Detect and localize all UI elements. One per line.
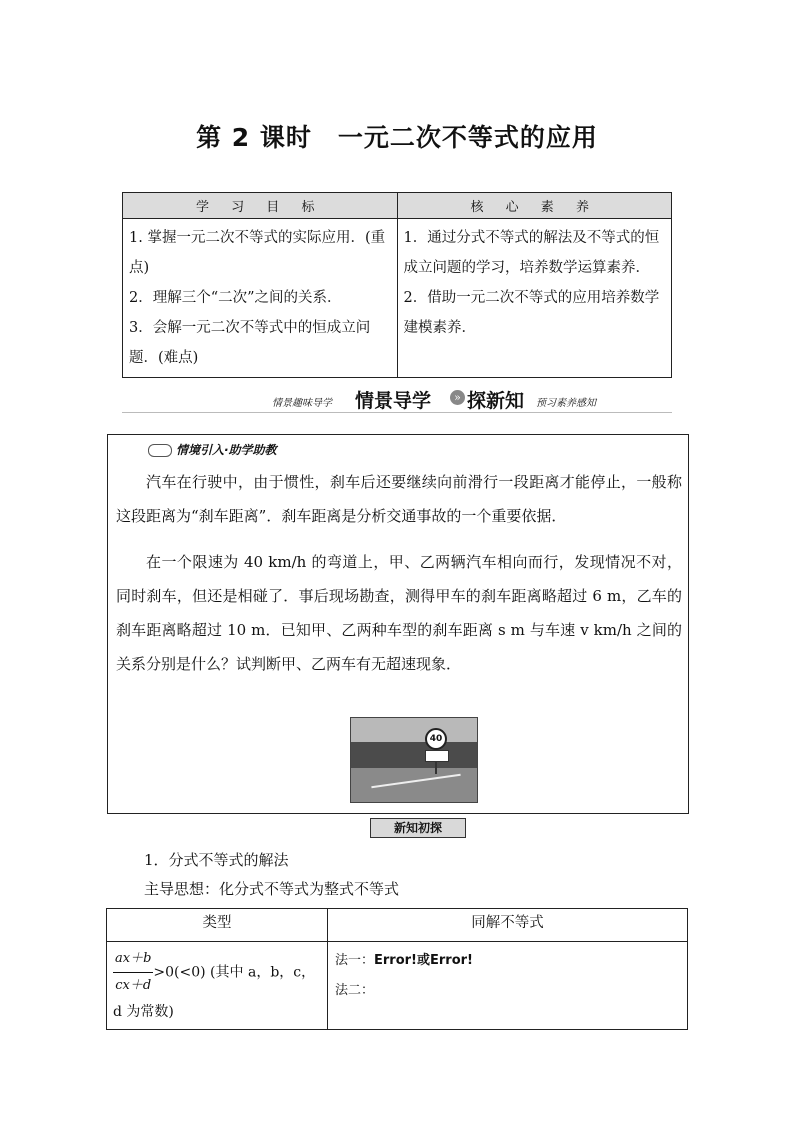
- sign-plate: [425, 750, 449, 762]
- banner-small-right: 预习素养感知: [536, 398, 596, 409]
- method-1-label: 法一：: [335, 953, 375, 968]
- scenario-paragraph-2: 在一个限速为 40 km/h 的弯道上，甲、乙两辆汽车相向而行，发现情况不对，同时刹车，但还是相碰了．事后现场勘查，测得甲车的刹车距离略超过 6 m，乙车的刹车距离略超过 10 m．已知甲、乙两种车型的刹车距离 s m 与车速 v km/h 之间的关系分别是什么？试判断甲、乙两车有无超速现象．: [116, 553, 682, 673]
- section-heading: 1．分式不等式的解法: [144, 851, 289, 869]
- objectives-header: 学 习 目 标: [123, 193, 398, 219]
- banner-big-right: 探新知: [467, 390, 525, 412]
- scenario-label: [148, 441, 277, 458]
- scenario-paragraph-1: 汽车在行驶中，由于惯性，刹车后还要继续向前滑行一段距离才能停止，一般称这段距离为“刹车距离”．刹车距离是分析交通事故的一个重要依据．: [116, 473, 682, 525]
- method-2-label: 法二：: [335, 983, 375, 998]
- equivalent-cell: [328, 942, 688, 1030]
- method-1-value: Error!或Error!: [374, 953, 473, 968]
- inequality-table: [106, 908, 688, 1030]
- objective-item: 2．理解三个“二次”之间的关系．: [129, 290, 342, 306]
- scenario-label-text: 情境引入·助学助教: [176, 443, 277, 457]
- literacy-item: 2．借助一元二次不等式的应用培养数学建模素养．: [403, 290, 660, 336]
- objectives-cell: [123, 219, 398, 378]
- fraction-denominator: cx＋d: [115, 978, 152, 993]
- fraction: [113, 946, 153, 999]
- objective-item: 1. 掌握一元二次不等式的实际应用．(重点): [129, 230, 386, 276]
- objective-item: 3．会解一元二次不等式中的恒成立问题．(难点): [129, 320, 371, 366]
- photo-hill: [351, 742, 477, 770]
- arrow-icon: »: [450, 390, 465, 405]
- section-idea: 主导思想：化分式不等式为整式不等式: [144, 880, 400, 898]
- scenario-box: [107, 434, 689, 814]
- type-description: >0(<0) (其中 a，b，c，d 为常数): [113, 964, 316, 1020]
- type-cell: [107, 942, 328, 1030]
- speed-limit-sign: 40: [425, 728, 447, 750]
- type-header: 类型: [107, 909, 328, 942]
- method-2: [329, 976, 686, 1006]
- section-banner: [122, 386, 672, 413]
- page-title: 第 2 课时 一元二次不等式的应用: [196, 123, 598, 152]
- banner-small-left: 情景趣味导学: [272, 398, 332, 409]
- core-literacy-header: 核 心 素 养: [397, 193, 672, 219]
- road-photo: [350, 717, 478, 803]
- core-literacy-cell: [397, 219, 672, 378]
- banner-big-left: 情景导学: [355, 390, 432, 412]
- literacy-item: 1．通过分式不等式的解法及不等式的恒成立问题的学习，培养数学运算素养．: [403, 230, 660, 276]
- fraction-numerator: ax＋b: [113, 946, 153, 973]
- new-knowledge-tab: 新知初探: [370, 818, 466, 838]
- method-1: [329, 946, 686, 976]
- equivalent-header: 同解不等式: [328, 909, 688, 942]
- car-icon: [148, 444, 172, 457]
- photo-sign-pole: [435, 760, 437, 774]
- objectives-table: [122, 192, 672, 378]
